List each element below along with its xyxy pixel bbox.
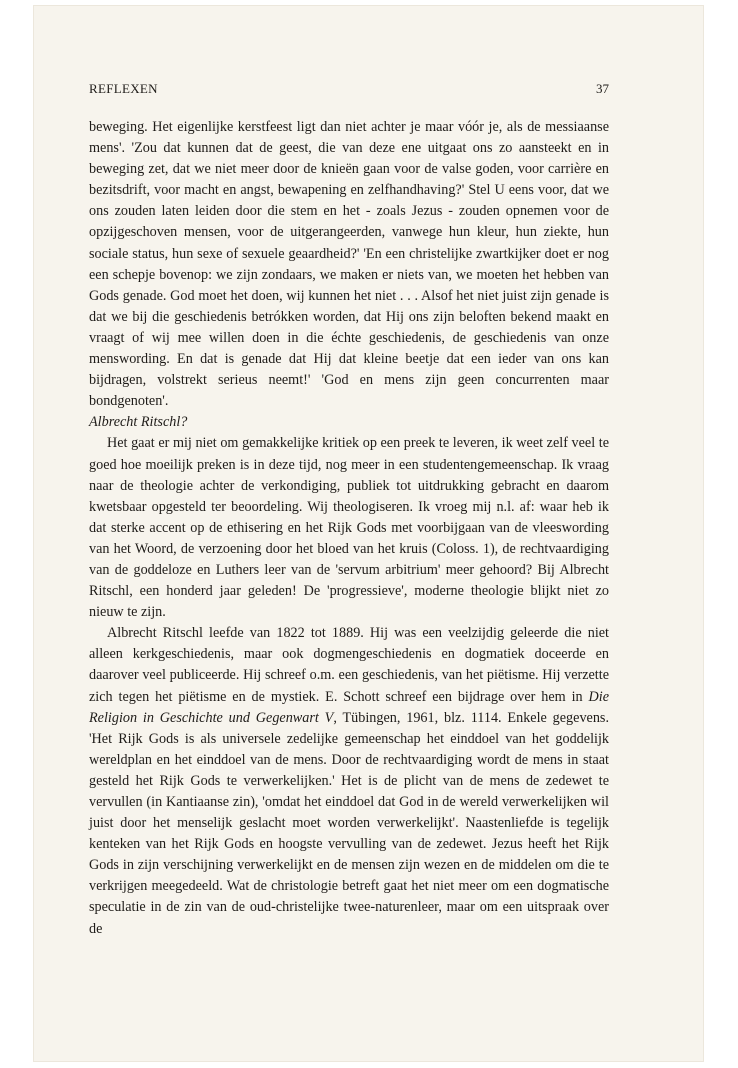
paragraph-text: , Tübingen, 1961, blz. 1114. Enkele gegevens. 'Het Rijk Gods is als universele zedelijke gemeenschap het einddoel van het goddelijk wereldplan en het einddoel van de mens. Door de rechtvaardiging wordt de mens in staat gesteld het Rijk Gods te verwerkelijken.' Het is de plicht van de mens de zedewet te vervullen (in Kantiaanse zin), 'omdat het einddoel dat God in de wereld verwerkelijken wil juist door het menselijk geslacht moet worden verwerkelijkt'. Naastenliefde is tegelijk kenteken van het Rijk Gods en hoogste vervulling van de zedewet. Jezus heeft het Rijk Gods in zijn verschijning verwerkelijkt en de mensen zijn wezen en de middelen om die te verkrijgen meegedeeld. Wat de christologie betreft gaat het niet meer om een dogmatische speculatie in de zin van de oud-christelijke twee-naturenleer, maar om een uitspraak over de — [89, 709, 609, 937]
page-number: 37 — [596, 81, 609, 96]
page-header — [89, 81, 609, 99]
running-title: REFLEXEN — [89, 81, 158, 96]
paragraph-continuation: beweging. Het eigenlijke kerstfeest ligt dan niet achter je maar vóór je, als de messiaanse mens'. 'Zou dat kunnen dat de geest, die van deze ene uitgaat ons zo aansteekt en in beweging zet, dat we niet meer door de knieën gaan voor de valse goden, voor carrière en bezitsdrift, voor macht en angst, bewapening en zelfhandhaving?' Stel U eens voor, dat we ons zouden laten leiden door die stem en het - zoals Jezus - zouden opnemen voor de opzijgeschoven mensen, voor de uitgerangeerden, vanwege hun kleur, hun ziekte, hun sociale status, hun sexe of sexuele geaardheid?' 'En een christelijke zwartkijker doet er nog een schepje bovenop: we zijn zondaars, we maken er niets van, we moeten het hebben van Gods genade. God moet het doen, wij kunnen het niet . . . Alsof het niet juist zijn genade is dat we bij die geschiedenis betrókken worden, dat Hij ons zijn beloften bekend maakt en vraagt of wij mee willen doen in die échte geschiedenis, de geschiedenis van onze menswording. En dat is genade dat Hij dat kleine beetje dat een ieder van ons kan bijdragen, volstrekt serieus neemt!' 'God en mens zijn geen concurrenten maar bondgenoten'. — [89, 119, 609, 410]
paragraph-text: Albrecht Ritschl leefde van 1822 tot 1889. Hij was een veelzijdig geleerde die niet alleen kerkgeschiedenis, maar ook dogmengeschiedenis en dogmatiek doceerde en daarover veel publiceerde. Hij schreef o.m. een geschiedenis, van het piëtisme. Hij verzette zich tegen het piëtisme en de mystiek. E. Schott schreef een bijdrage over hem in — [89, 625, 609, 705]
body-text — [89, 117, 609, 940]
cited-work-title: Die Religion in Geschichte und Gegenwart V — [89, 688, 609, 726]
paragraph — [89, 623, 609, 939]
paragraph: Het gaat er mij niet om gemakkelijke kritiek op een preek te leveren, ik weet zelf veel te goed hoe moeilijk preken is in deze tijd, nog meer in een studentengemeenschap. Ik vraag naar de theologie achter de verkondiging, publiek tot uitdrukking gebracht en daarom kwetsbaar opgesteld ter beoordeling. Wij theologiseren. Ik vroeg mij n.l. af: waar heb ik dat sterke accent op de ethisering en het Rijk Gods met voorbijgaan van de vleeswording van het Woord, de verzoening door het bloed van het kruis (Coloss. 1), de rechtvaardiging van de goddeloze en Luthers leer van de 'servum arbitrium' meer gehoord? Bij Albrecht Ritschl, een honderd jaar geleden! De 'progressieve', moderne theologie blijkt niet zo nieuw te zijn. — [89, 435, 609, 621]
section-heading: Albrecht Ritschl? — [89, 414, 188, 431]
